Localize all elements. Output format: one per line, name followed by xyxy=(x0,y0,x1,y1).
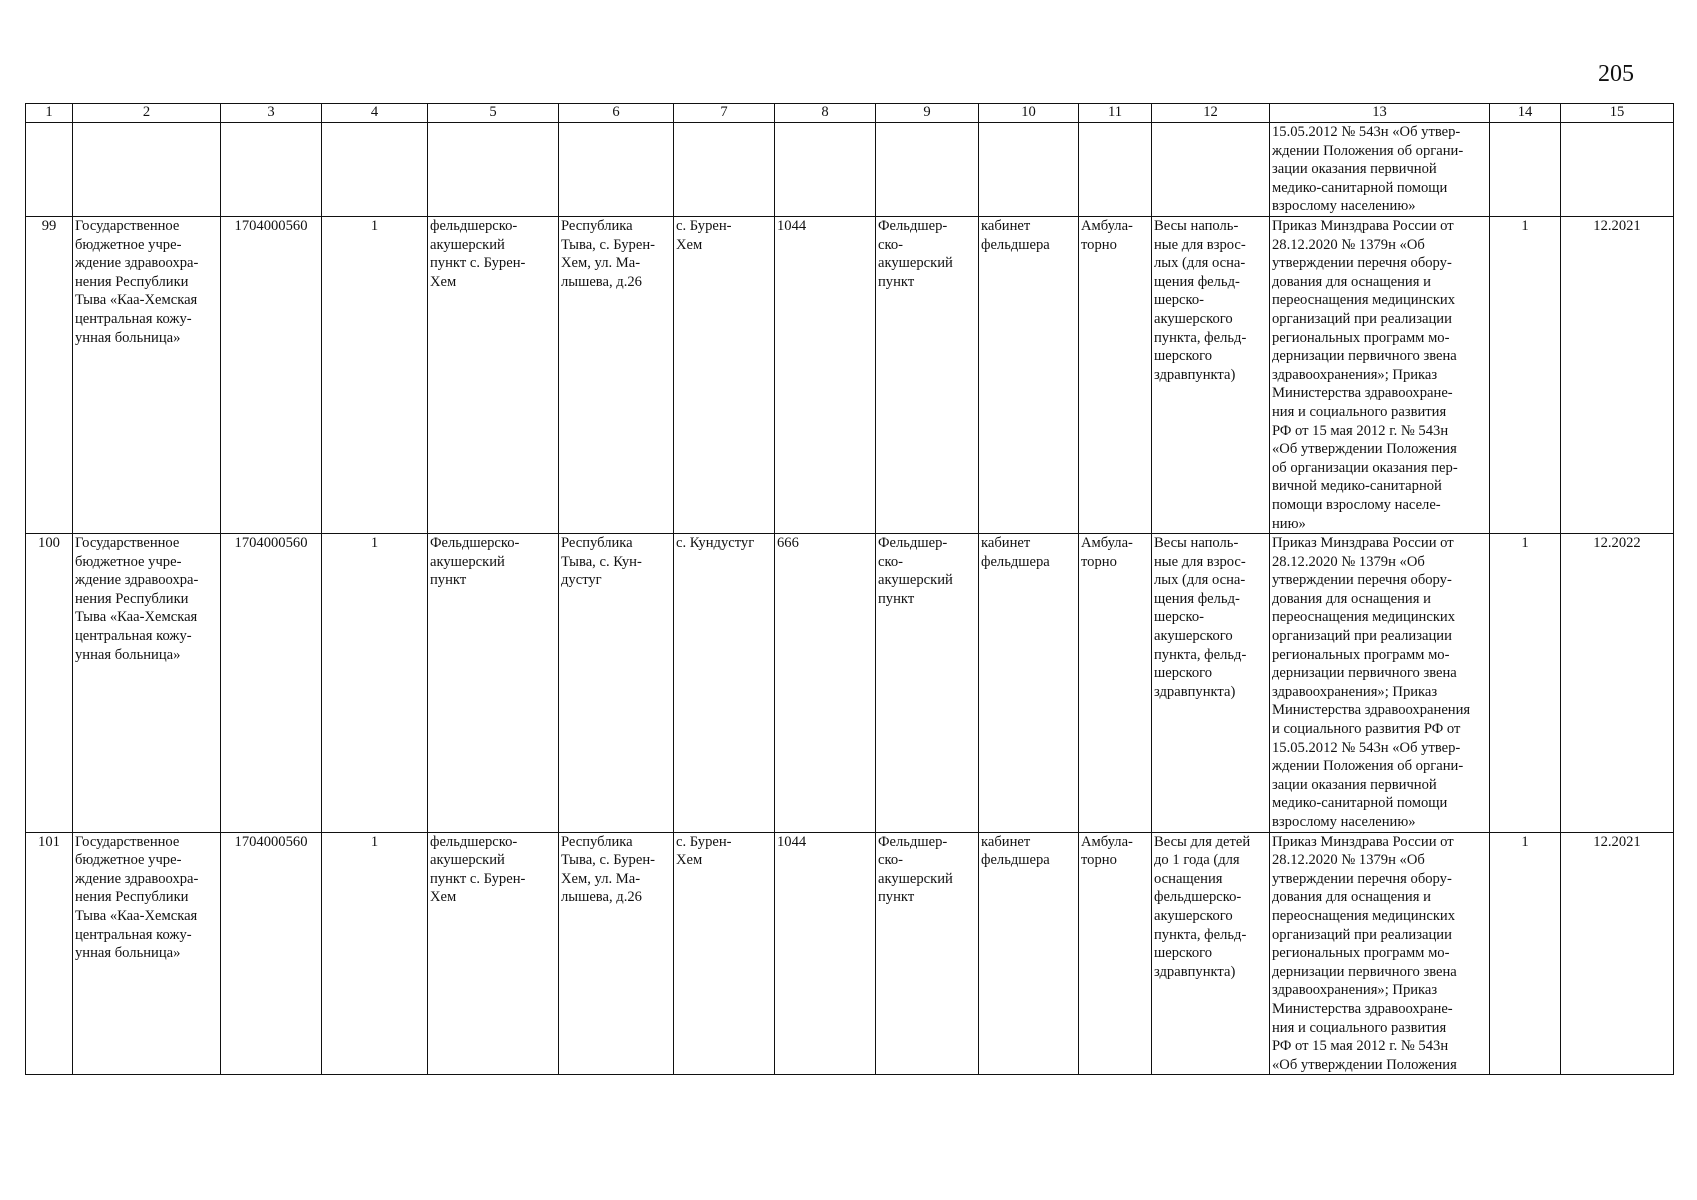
type-cell: Фельдшер- ско- акушерский пункт xyxy=(876,832,979,1075)
column-header: 13 xyxy=(1270,104,1490,123)
settlement-cell: с. Бурен- Хем xyxy=(674,832,775,1075)
column-header: 3 xyxy=(221,104,322,123)
column-header: 15 xyxy=(1561,104,1674,123)
col4-cell: 1 xyxy=(322,534,428,833)
basis-cell: 15.05.2012 № 543н «Об утвер- ждении Положения об органи- зации оказания первичной медико-санитарной помощи взрослому населению» xyxy=(1270,123,1490,217)
date-cell: 12.2021 xyxy=(1561,832,1674,1075)
type-cell: Фельдшер- ско- акушерский пункт xyxy=(876,534,979,833)
equipment-cell: Весы для детей до 1 года (для оснащения фельдшерско- акушерского пункта, фельд- шерского здравпункта) xyxy=(1152,832,1270,1075)
address-cell: Республика Тыва, с. Бурен- Хем, ул. Ма- лышева, д.26 xyxy=(559,217,674,534)
column-header: 9 xyxy=(876,104,979,123)
care-cell: Амбула- торно xyxy=(1079,832,1152,1075)
page-number: 205 xyxy=(1598,61,1634,87)
table-row xyxy=(26,217,1674,534)
inn-cell: 1704000560 xyxy=(221,534,322,833)
basis-cell: Приказ Минздрава России от 28.12.2020 № 1379н «Об утверждении перечня обору- дования для оснащения и переоснащения медицинских организаций при реализации региональных программ мо- дернизации первичного звена здравоохранения»; Приказ Министерства здравоохране- ния и социального развития РФ от 15 мая 2012 г. № 543н «Об утверждении Положения xyxy=(1270,832,1490,1075)
table-row xyxy=(26,534,1674,833)
column-header: 11 xyxy=(1079,104,1152,123)
equipment-table xyxy=(25,103,1674,1075)
qty-cell: 1 xyxy=(1490,217,1561,534)
column-header: 8 xyxy=(775,104,876,123)
row-number-cell: 101 xyxy=(26,832,73,1075)
column-header: 4 xyxy=(322,104,428,123)
room-cell: кабинет фельдшера xyxy=(979,217,1079,534)
address-cell: Республика Тыва, с. Бурен- Хем, ул. Ма- лышева, д.26 xyxy=(559,832,674,1075)
inn-cell: 1704000560 xyxy=(221,832,322,1075)
column-header: 5 xyxy=(428,104,559,123)
settlement-cell: с. Бурен- Хем xyxy=(674,217,775,534)
equipment-cell: Весы наполь- ные для взрос- лых (для осна- щения фельд- шерско- акушерского пункта, фельд- шерского здравпункта) xyxy=(1152,217,1270,534)
continuation-row xyxy=(26,123,1674,217)
unit-cell: фельдшерско- акушерский пункт с. Бурен- Хем xyxy=(428,217,559,534)
col4-cell: 1 xyxy=(322,832,428,1075)
population-cell: 666 xyxy=(775,534,876,833)
type-cell: Фельдшер- ско- акушерский пункт xyxy=(876,217,979,534)
institution-cell: Государственное бюджетное учре- ждение здравоохра- нения Республики Тыва «Каа-Хемская центральная кожу- унная больница» xyxy=(73,832,221,1075)
basis-cell: Приказ Минздрава России от 28.12.2020 № 1379н «Об утверждении перечня обору- дования для оснащения и переоснащения медицинских организаций при реализации региональных программ мо- дернизации первичного звена здравоохранения»; Приказ Министерства здравоохране- ния и социального развития РФ от 15 мая 2012 г. № 543н «Об утверждении Положения об организации оказания пер- вичной медико-санитарной помощи взрослому населе- нию» xyxy=(1270,217,1490,534)
col4-cell: 1 xyxy=(322,217,428,534)
column-header: 10 xyxy=(979,104,1079,123)
address-cell: Республика Тыва, с. Кун- дустуг xyxy=(559,534,674,833)
equipment-cell: Весы наполь- ные для взрос- лых (для осна- щения фельд- шерско- акушерского пункта, фельд- шерского здравпункта) xyxy=(1152,534,1270,833)
column-header: 6 xyxy=(559,104,674,123)
institution-cell: Государственное бюджетное учре- ждение здравоохра- нения Республики Тыва «Каа-Хемская центральная кожу- унная больница» xyxy=(73,534,221,833)
row-number-cell: 100 xyxy=(26,534,73,833)
table-row xyxy=(26,832,1674,1075)
unit-cell: фельдшерско- акушерский пункт с. Бурен- Хем xyxy=(428,832,559,1075)
column-header: 1 xyxy=(26,104,73,123)
unit-cell: Фельдшерско- акушерский пункт xyxy=(428,534,559,833)
population-cell: 1044 xyxy=(775,217,876,534)
population-cell: 1044 xyxy=(775,832,876,1075)
column-header: 14 xyxy=(1490,104,1561,123)
institution-cell: Государственное бюджетное учре- ждение здравоохра- нения Республики Тыва «Каа-Хемская центральная кожу- унная больница» xyxy=(73,217,221,534)
room-cell: кабинет фельдшера xyxy=(979,832,1079,1075)
care-cell: Амбула- торно xyxy=(1079,534,1152,833)
care-cell: Амбула- торно xyxy=(1079,217,1152,534)
column-header: 7 xyxy=(674,104,775,123)
inn-cell: 1704000560 xyxy=(221,217,322,534)
column-number-header-row xyxy=(26,104,1674,123)
qty-cell: 1 xyxy=(1490,534,1561,833)
column-header: 2 xyxy=(73,104,221,123)
date-cell: 12.2021 xyxy=(1561,217,1674,534)
row-number-cell: 99 xyxy=(26,217,73,534)
room-cell: кабинет фельдшера xyxy=(979,534,1079,833)
date-cell: 12.2022 xyxy=(1561,534,1674,833)
settlement-cell: с. Кундустуг xyxy=(674,534,775,833)
basis-cell: Приказ Минздрава России от 28.12.2020 № 1379н «Об утверждении перечня обору- дования для оснащения и переоснащения медицинских организаций при реализации региональных программ мо- дернизации первичного звена здравоохранения»; Приказ Министерства здравоохранения и социального развития РФ от 15.05.2012 № 543н «Об утвер- ждении Положения об органи- зации оказания первичной медико-санитарной помощи взрослому населению» xyxy=(1270,534,1490,833)
column-header: 12 xyxy=(1152,104,1270,123)
qty-cell: 1 xyxy=(1490,832,1561,1075)
